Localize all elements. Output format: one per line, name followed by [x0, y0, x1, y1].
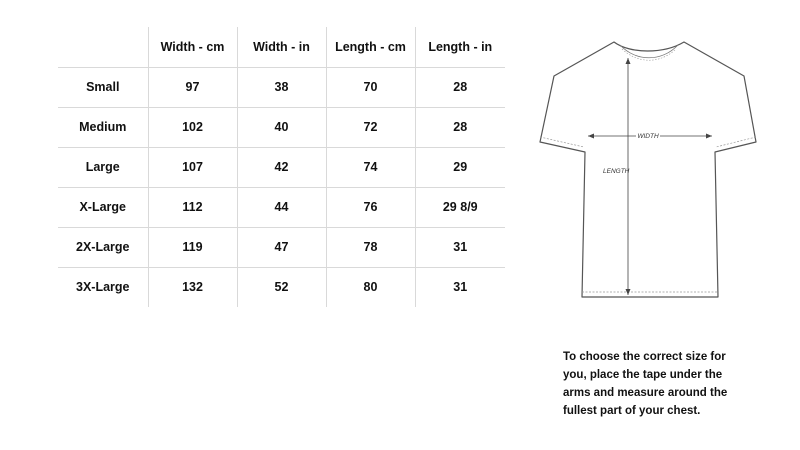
width-in-value: 42	[237, 147, 326, 187]
size-chart-table	[58, 27, 505, 307]
tshirt-diagram	[525, 28, 770, 318]
width-in-value: 40	[237, 107, 326, 147]
length-in-value: 29	[415, 147, 505, 187]
tshirt-outline	[540, 42, 756, 297]
size-label: 2X-Large	[58, 227, 148, 267]
header-cell-length-in: Length - in	[415, 27, 505, 67]
header-cell-width-cm: Width - cm	[148, 27, 237, 67]
length-cm-value: 70	[326, 67, 415, 107]
table-header-row	[58, 27, 505, 67]
size-label: Medium	[58, 107, 148, 147]
table-row	[58, 227, 505, 267]
width-in-value: 38	[237, 67, 326, 107]
width-cm-value: 132	[148, 267, 237, 307]
length-in-value: 28	[415, 67, 505, 107]
header-cell-length-cm: Length - cm	[326, 27, 415, 67]
header-cell-size	[58, 27, 148, 67]
length-in-value: 29 8/9	[415, 187, 505, 227]
length-in-value: 28	[415, 107, 505, 147]
width-label: WIDTH	[637, 133, 659, 140]
size-label: X-Large	[58, 187, 148, 227]
size-label: Large	[58, 147, 148, 187]
table-row	[58, 187, 505, 227]
length-label: LENGTH	[603, 168, 630, 175]
length-cm-value: 78	[326, 227, 415, 267]
width-in-value: 52	[237, 267, 326, 307]
width-cm-value: 112	[148, 187, 237, 227]
size-label: Small	[58, 67, 148, 107]
length-cm-value: 72	[326, 107, 415, 147]
size-label: 3X-Large	[58, 267, 148, 307]
measuring-instructions: To choose the correct size for you, place the tape under the arms and measure around the fullest part of your chest.	[563, 351, 728, 417]
table-row	[58, 67, 505, 107]
width-in-value: 44	[237, 187, 326, 227]
width-cm-value: 97	[148, 67, 237, 107]
table-row	[58, 267, 505, 307]
table-row	[58, 147, 505, 187]
header-cell-width-in: Width - in	[237, 27, 326, 67]
width-cm-value: 119	[148, 227, 237, 267]
length-cm-value: 76	[326, 187, 415, 227]
table-row	[58, 107, 505, 147]
length-in-value: 31	[453, 280, 468, 295]
length-in-value: 31	[415, 227, 505, 267]
length-cm-value: 80	[326, 267, 415, 307]
width-in-value: 47	[237, 227, 326, 267]
width-cm-value: 102	[148, 107, 237, 147]
length-cm-value: 74	[326, 147, 415, 187]
width-cm-value: 107	[148, 147, 237, 187]
